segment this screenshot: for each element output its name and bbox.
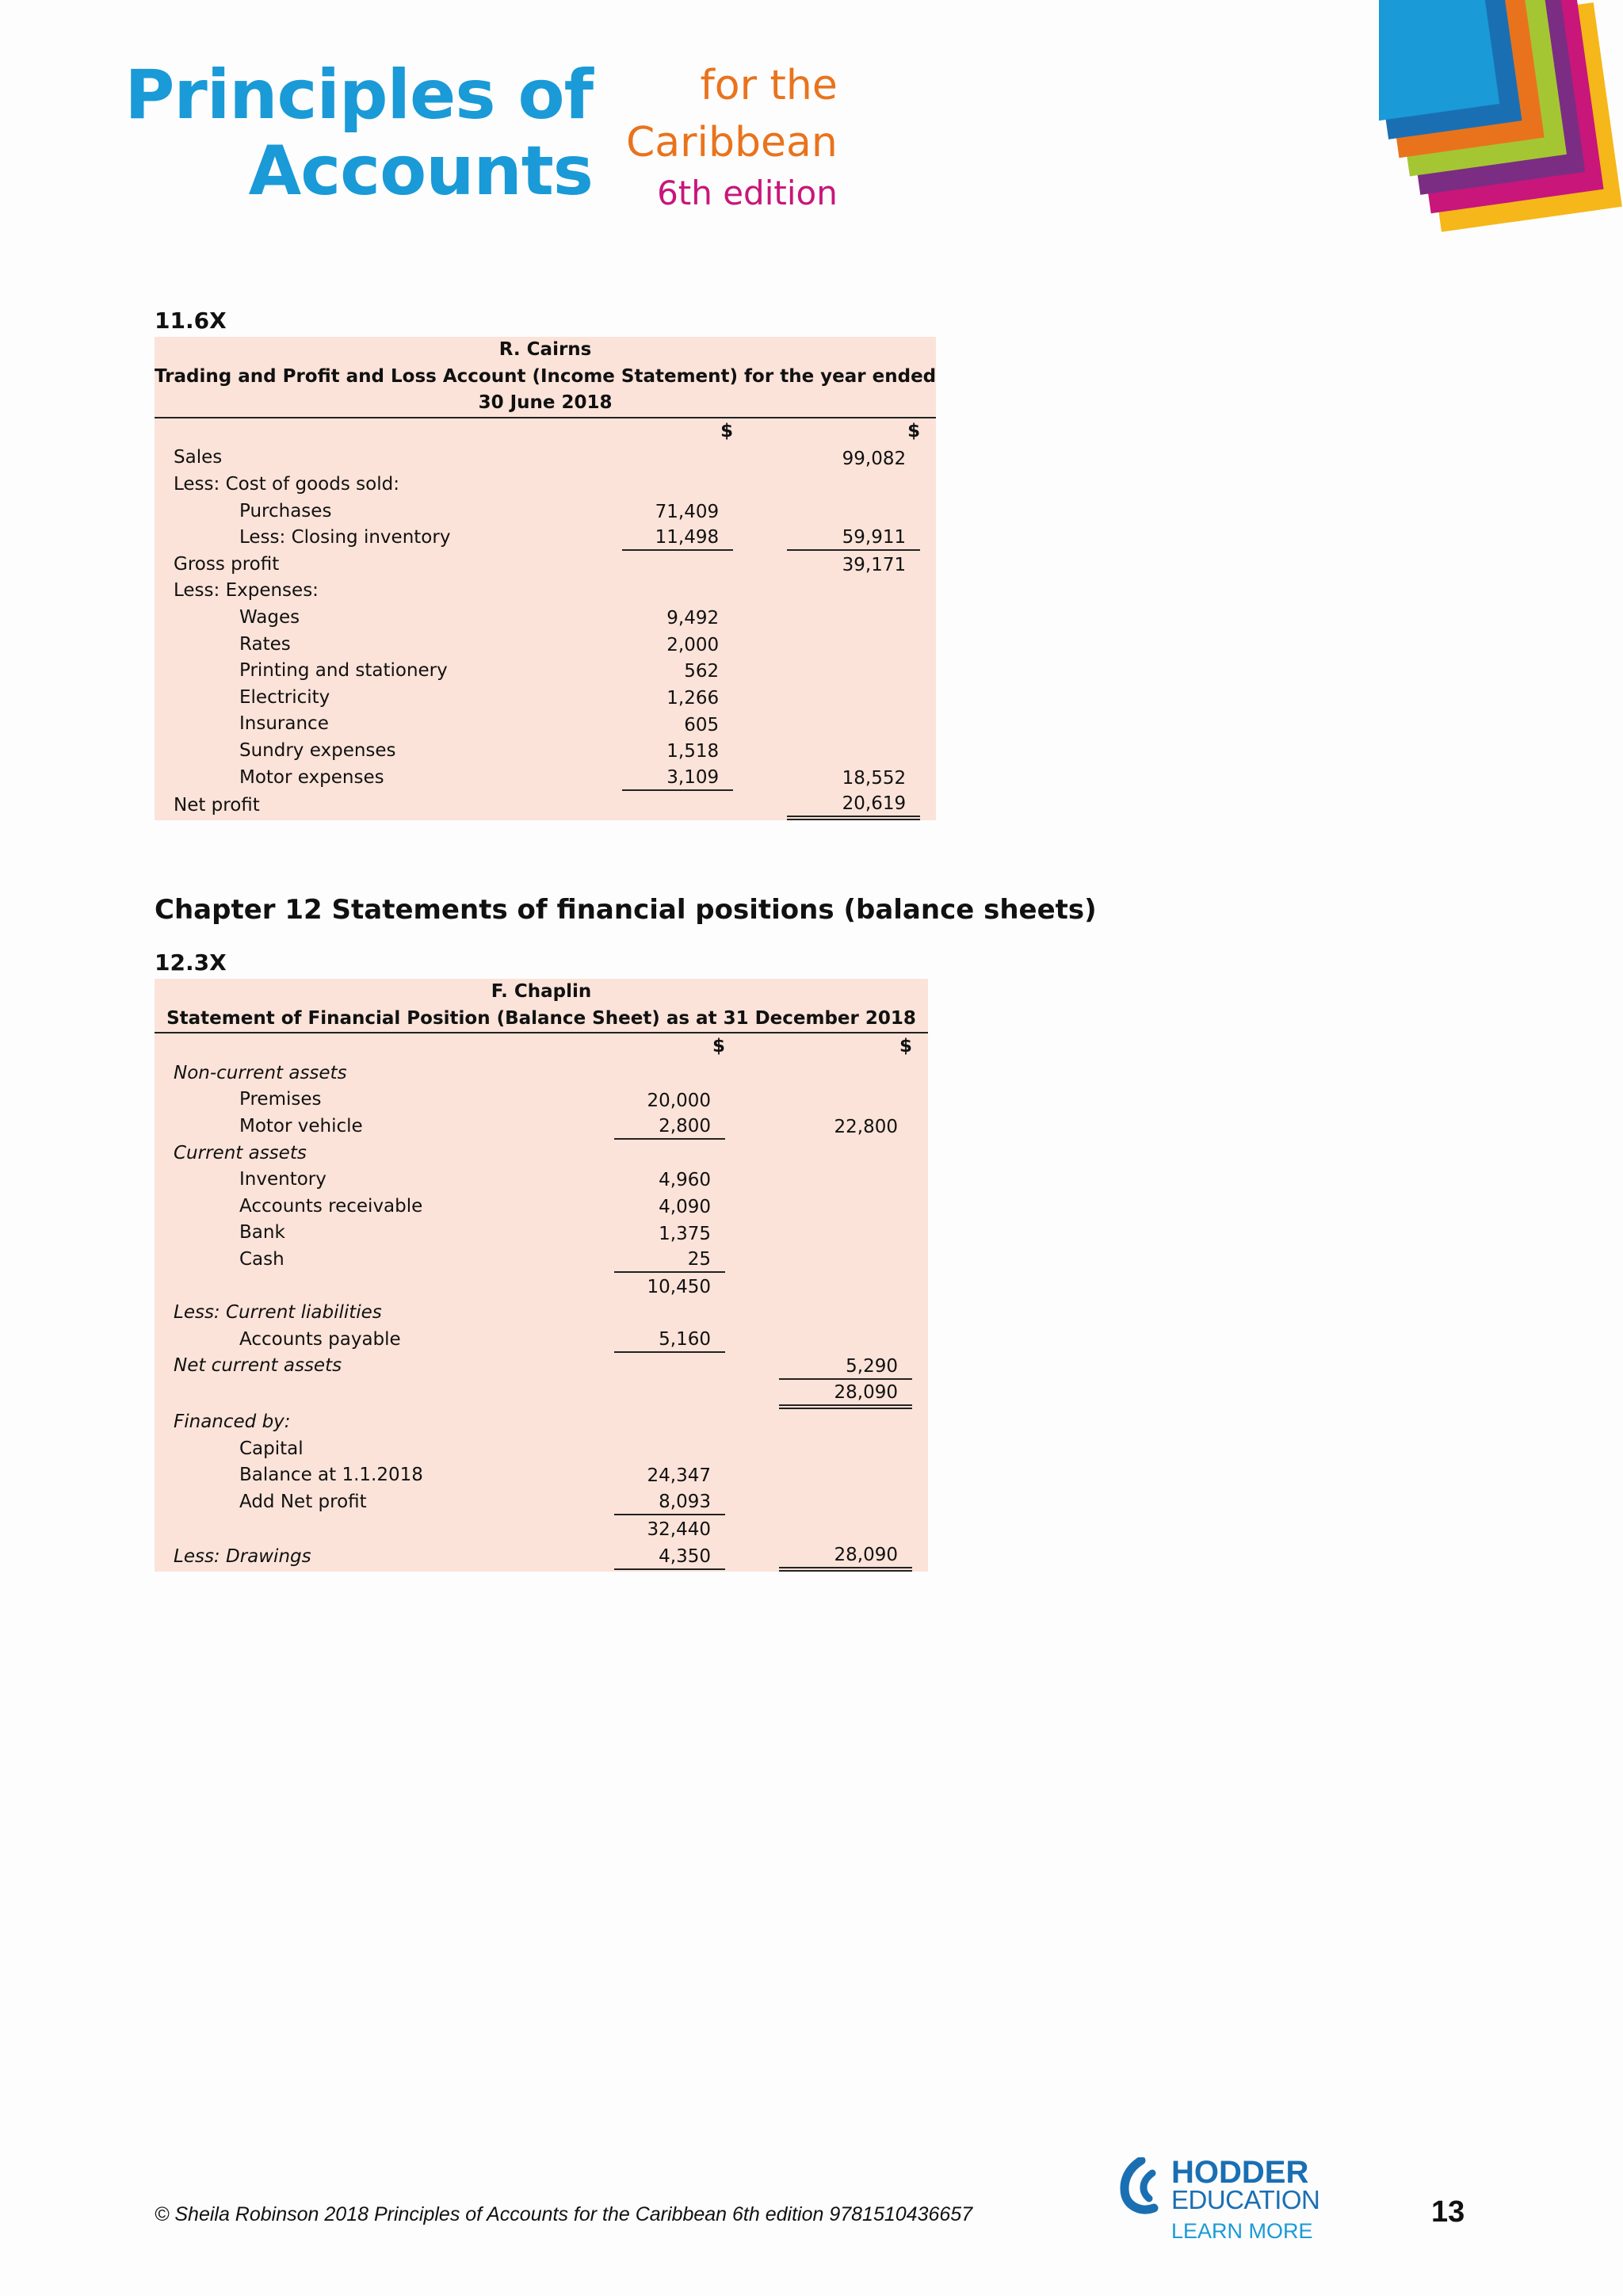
table-row: [155, 1087, 928, 1114]
amount-col2: [779, 1141, 912, 1166]
amount-col1: 3,109: [622, 765, 733, 791]
amount-col2: [779, 1490, 912, 1515]
amount-col1: [614, 1141, 725, 1166]
publisher-tagline: LEARN MORE: [1171, 2219, 1313, 2243]
row-label: Insurance: [239, 713, 329, 735]
amount-col2: 5,290: [779, 1354, 912, 1380]
page-number: 13: [1431, 2195, 1465, 2229]
table-row: [155, 632, 936, 659]
amount-col1: [614, 1382, 725, 1407]
table-row: [155, 445, 936, 472]
row-label: Sundry expenses: [239, 739, 396, 761]
table-row: [155, 1327, 928, 1354]
column-header-dollar: $: [712, 1036, 725, 1057]
amount-col2: [779, 1463, 912, 1488]
amount-col1: 9,492: [666, 608, 720, 629]
row-label: Inventory: [239, 1169, 327, 1190]
amount-col1: [622, 793, 733, 818]
amount-col2: 20,619: [787, 791, 920, 820]
amount-col2: 18,552: [842, 767, 907, 789]
table-row: [155, 1114, 928, 1140]
amount-col2: [787, 739, 920, 763]
amount-col2: [787, 579, 920, 604]
amount-col2: [787, 659, 920, 683]
row-label: [155, 1515, 614, 1542]
brand-header: [0, 0, 1623, 238]
subtitle-line-2: Caribbean: [626, 119, 838, 166]
row-label: Financed by:: [174, 1411, 291, 1432]
amount-col2: 22,800: [834, 1117, 898, 1138]
amount-col1: 605: [684, 714, 720, 735]
amount-col1: [614, 1437, 725, 1461]
amount-col2: [779, 1221, 912, 1246]
row-label: Less: Closing inventory: [239, 527, 451, 548]
title-line-1: Principles of: [124, 55, 593, 135]
book-title-subtitle: [626, 57, 838, 216]
amount-col1: [622, 552, 733, 577]
row-label: Accounts payable: [239, 1328, 401, 1350]
row-label: [155, 1380, 614, 1409]
row-label: Capital: [239, 1438, 304, 1459]
publisher-logo: [1117, 2156, 1323, 2243]
amount-col2: [779, 1247, 912, 1272]
title-line-2: Accounts: [248, 132, 593, 211]
amount-col1: 20,000: [647, 1090, 711, 1111]
column-header-dollar: $: [907, 420, 921, 441]
table-row: [155, 1353, 928, 1380]
table-entity-name: F. Chaplin: [491, 981, 592, 1002]
amount-col2: 39,171: [842, 555, 907, 576]
amount-col2: [779, 1437, 912, 1461]
amount-col1: 4,090: [659, 1197, 711, 1218]
row-label: Electricity: [239, 686, 330, 708]
table-row: [155, 1542, 928, 1572]
amount-col1: 1,266: [666, 688, 720, 709]
table-row: [155, 1489, 928, 1516]
amount-col1: 71,409: [655, 501, 720, 522]
table-entity-name: R. Cairns: [498, 339, 592, 360]
row-label: [155, 1274, 614, 1301]
amount-col1: 25: [614, 1247, 725, 1273]
amount-col2: [787, 606, 920, 630]
amount-col1: [614, 1061, 725, 1086]
table-row: [155, 525, 936, 552]
row-label: Gross profit: [174, 553, 280, 575]
table-row: [155, 711, 936, 738]
amount-col2: [779, 1274, 912, 1299]
copyright-line: © Sheila Robinson 2018 Principles of Accounts for the Caribbean 6th edition 9781510436657: [155, 2203, 973, 2225]
amount-col1: 5,160: [614, 1327, 725, 1353]
hodder-mark-icon: [1117, 2157, 1165, 2221]
row-label: Net profit: [174, 794, 260, 816]
amount-col2: [779, 1194, 912, 1219]
row-label: Sales: [174, 447, 223, 468]
row-label: Motor vehicle: [239, 1115, 363, 1137]
amount-col2: 28,090: [779, 1380, 912, 1409]
publisher-name: HODDER: [1171, 2155, 1309, 2190]
column-header-dollar: $: [899, 1036, 912, 1057]
publisher-name-2: EDUCATION: [1171, 2185, 1320, 2214]
amount-col2: [779, 1328, 912, 1352]
table-row: [155, 1060, 928, 1087]
table-row: [155, 1515, 928, 1542]
amount-col1: 32,440: [647, 1519, 711, 1540]
amount-col1: [614, 1410, 725, 1435]
row-label: Purchases: [239, 500, 332, 521]
table-row: [155, 658, 936, 685]
table-row: [155, 1380, 928, 1409]
table-row: [155, 1167, 928, 1194]
book-title-main: [124, 57, 593, 209]
amount-col2: [787, 499, 920, 524]
row-label: Premises: [239, 1089, 322, 1110]
amount-col2: [779, 1410, 912, 1435]
table-title: Statement of Financial Position (Balance Sheet) as at 31 December 2018: [155, 1006, 928, 1033]
amount-col1: 10,450: [647, 1276, 711, 1297]
table-row: [155, 605, 936, 632]
amount-col2: [779, 1061, 912, 1086]
table-row: [155, 472, 936, 499]
amount-col1: 2,800: [614, 1114, 725, 1140]
amount-col1: [622, 579, 733, 604]
row-label: Non-current assets: [174, 1062, 347, 1083]
row-label: Net current assets: [174, 1355, 342, 1377]
amount-col2: 99,082: [842, 448, 907, 469]
table-row: [155, 499, 936, 525]
table-row: [155, 552, 936, 579]
amount-col1: 1,375: [659, 1223, 711, 1244]
amount-col2: [779, 1517, 912, 1541]
row-label: Accounts receivable: [239, 1195, 423, 1217]
table-row: [155, 1220, 928, 1247]
amount-col1: 24,347: [647, 1465, 711, 1487]
row-label: Add Net profit: [239, 1491, 367, 1512]
amount-col2: [779, 1088, 912, 1113]
column-header-dollar: $: [720, 420, 734, 441]
table-row: [155, 765, 936, 792]
row-label: Printing and stationery: [239, 660, 448, 682]
amount-col2: 28,090: [779, 1542, 912, 1572]
amount-col2: [787, 472, 920, 497]
amount-col2: [779, 1301, 912, 1325]
row-label: Wages: [239, 606, 300, 628]
row-label: Bank: [239, 1222, 285, 1244]
amount-col2: [787, 686, 920, 710]
table-row: [155, 1436, 928, 1463]
row-label: Motor expenses: [239, 766, 384, 788]
amount-col1: 562: [684, 661, 720, 682]
table-title: Trading and Profit and Loss Account (Income Statement) for the year ended: [155, 365, 937, 387]
amount-col1: [614, 1301, 725, 1325]
row-label: Less: Cost of goods sold:: [174, 473, 399, 495]
row-label: Less: Current liabilities: [174, 1302, 382, 1324]
table-row: [155, 1462, 928, 1489]
chapter-heading: Chapter 12 Statements of financial positions (balance sheets): [155, 894, 1097, 926]
table-row: [155, 1194, 928, 1221]
amount-col2: 59,911: [787, 525, 920, 551]
amount-col1: 2,000: [666, 634, 720, 655]
subtitle-line-1: for the: [700, 62, 838, 109]
edition-label: 6th edition: [657, 174, 838, 212]
amount-col1: [622, 446, 733, 471]
row-label: Rates: [239, 633, 291, 655]
table-row: [155, 1300, 928, 1327]
row-label: Current assets: [174, 1142, 307, 1163]
amount-col1: 8,093: [614, 1489, 725, 1515]
table-title-date: 30 June 2018: [155, 390, 936, 418]
balance-sheet-table: [155, 979, 928, 1572]
amount-col1: [614, 1354, 725, 1379]
table-row: [155, 1274, 928, 1301]
amount-col1: 1,518: [666, 741, 720, 762]
row-label: Less: Expenses:: [174, 580, 319, 602]
amount-col1: 4,350: [614, 1544, 725, 1570]
exercise-id-11-6x: 11.6X: [155, 308, 227, 334]
row-label: Less: Drawings: [174, 1545, 311, 1567]
amount-col1: [622, 472, 733, 497]
table-row: [155, 791, 936, 820]
table-row: [155, 578, 936, 605]
amount-col1: 11,498: [622, 525, 733, 551]
amount-col2: [787, 632, 920, 657]
row-label: Cash: [239, 1248, 285, 1270]
income-statement-table: [155, 337, 936, 820]
amount-col2: [787, 712, 920, 737]
exercise-id-12-3x: 12.3X: [155, 949, 227, 976]
colour-squares-logo: [1379, 0, 1623, 238]
table-row: [155, 685, 936, 712]
table-row: [155, 1247, 928, 1274]
table-row: [155, 1140, 928, 1167]
amount-col2: [779, 1167, 912, 1192]
amount-col1: 4,960: [659, 1170, 711, 1191]
table-row: [155, 1409, 928, 1436]
table-row: [155, 738, 936, 765]
row-label: Balance at 1.1.2018: [239, 1465, 423, 1486]
